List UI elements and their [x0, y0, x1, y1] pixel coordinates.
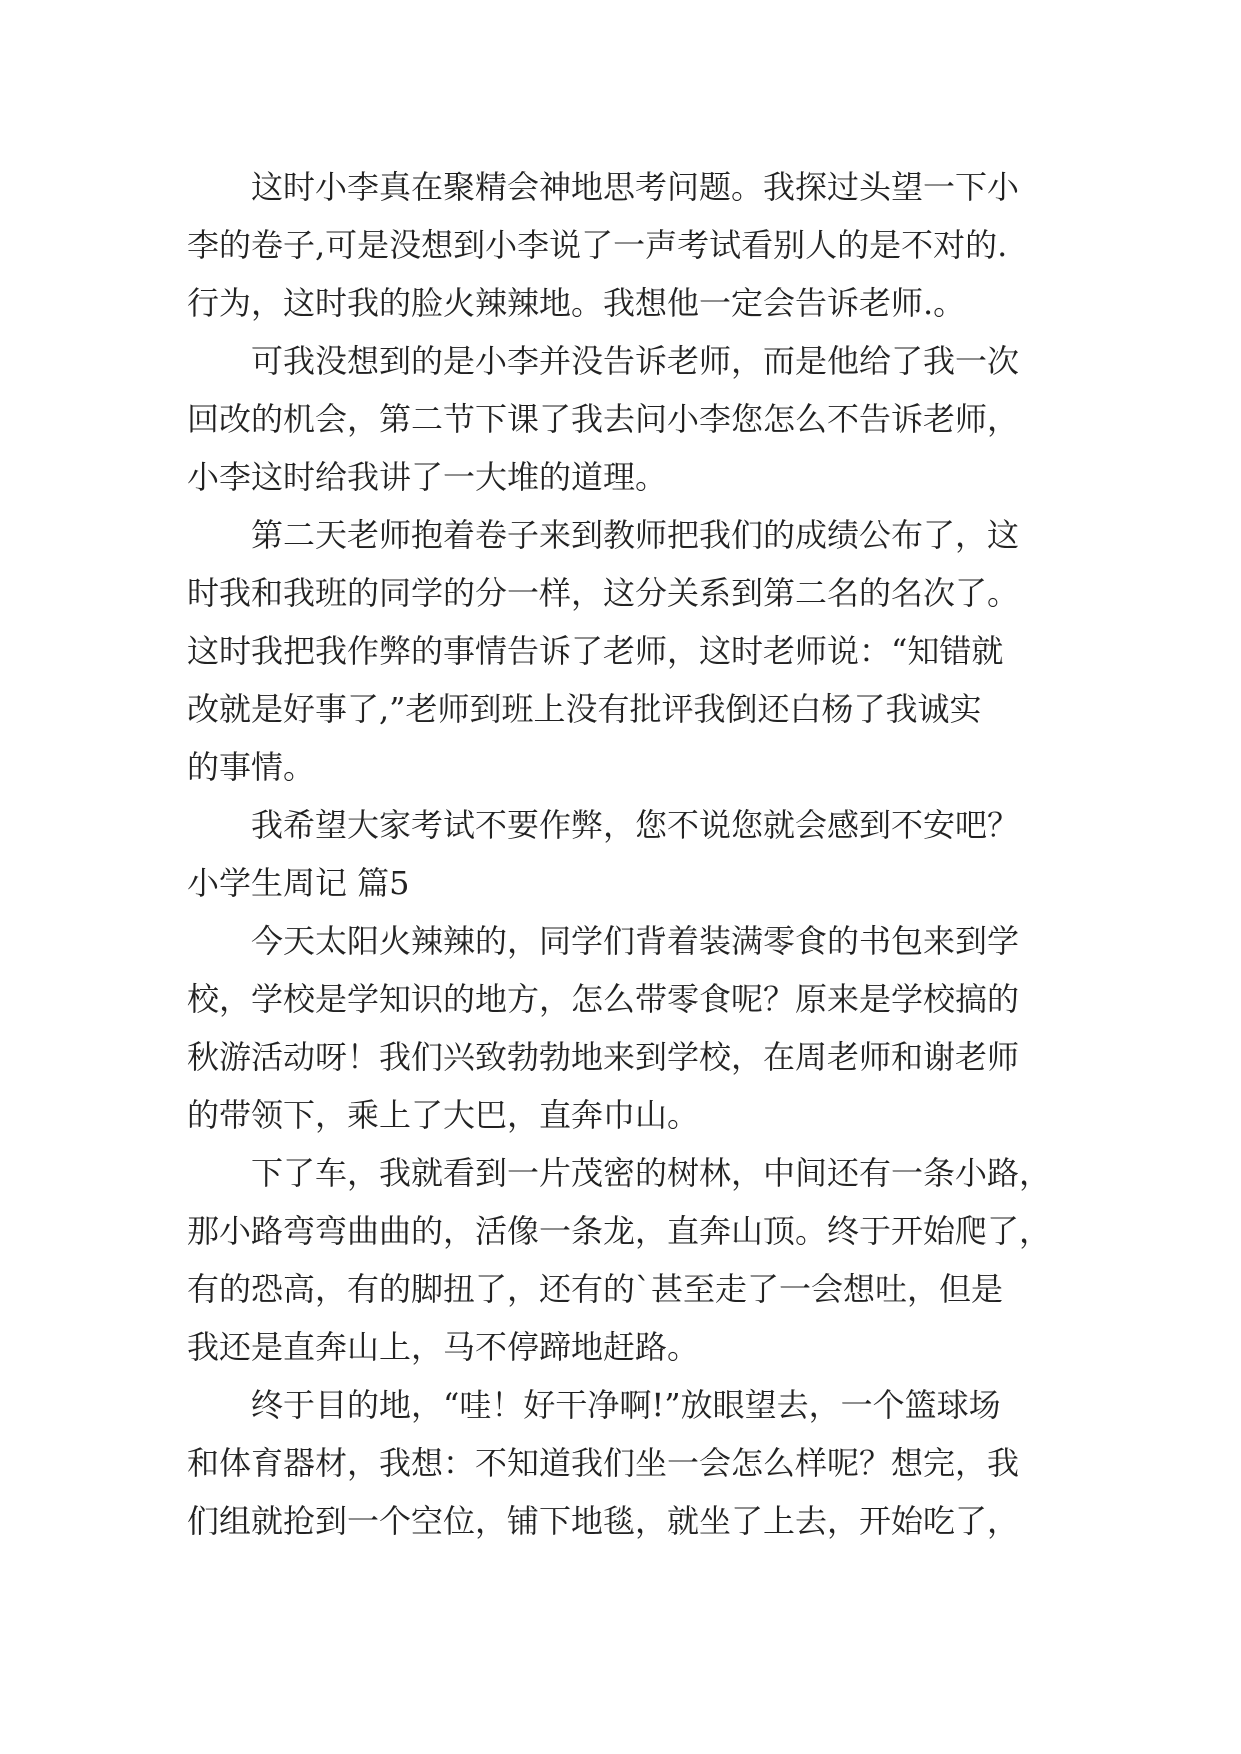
paragraph-line: 第二天老师抱着卷子来到教师把我们的成绩公布了，这: [251, 516, 1020, 554]
paragraph-line: 回改的机会，第二节下课了我去问小李您怎么不告诉老师，: [187, 400, 1020, 438]
paragraph-line: 那小路弯弯曲曲的，活像一条龙，直奔山顶。终于开始爬了，: [187, 1212, 1052, 1250]
paragraph-line: 可我没想到的是小李并没告诉老师，而是他给了我一次: [251, 342, 1020, 380]
paragraph-line: 小李这时给我讲了一大堆的道理。: [187, 458, 668, 496]
paragraph-line: 的带领下，乘上了大巴，直奔巾山。: [187, 1096, 700, 1134]
paragraph-line: 校，学校是学知识的地方，怎么带零食呢？原来是学校搞的: [187, 980, 1020, 1018]
paragraph-line: 秋游活动呀！我们兴致勃勃地来到学校，在周老师和谢老师: [187, 1038, 1020, 1076]
paragraph-line: 有的恐高，有的脚扭了，还有的`甚至走了一会想吐，但是: [187, 1270, 1004, 1308]
paragraph-line: 行为，这时我的脸火辣辣地。我想他一定会告诉老师.。: [187, 284, 966, 322]
paragraph-line: 和体育器材，我想：不知道我们坐一会怎么样呢？想完，我: [187, 1444, 1020, 1482]
paragraph-line: 下了车，我就看到一片茂密的树林，中间还有一条小路，: [251, 1154, 1052, 1192]
paragraph-line: 终于目的地，“哇！好干净啊!”放眼望去，一个篮球场: [251, 1386, 1001, 1424]
paragraph-line: 李的卷子,可是没想到小李说了一声考试看别人的是不对的.: [187, 226, 1008, 264]
paragraph-line: 我还是直奔山上，马不停蹄地赶路。: [187, 1328, 700, 1366]
paragraph-line: 的事情。: [187, 748, 316, 786]
paragraph-line: 这时小李真在聚精会神地思考问题。我探过头望一下小: [251, 168, 1020, 206]
document-body: [187, 158, 1067, 1550]
paragraph-line: 今天太阳火辣辣的，同学们背着装满零食的书包来到学: [251, 922, 1020, 960]
paragraph-line: 这时我把我作弊的事情告诉了老师，这时老师说：“知错就: [187, 632, 1004, 670]
paragraph-line: 我希望大家考试不要作弊，您不说您就会感到不安吧？: [251, 806, 1020, 844]
section-heading: 小学生周记 篇5: [187, 864, 410, 902]
paragraph-line: 改就是好事了,”老师到班上没有批评我倒还白杨了我诚实: [187, 690, 982, 728]
paragraph-line: 们组就抢到一个空位，铺下地毯，就坐了上去，开始吃了，: [187, 1502, 1020, 1540]
paragraph-line: 时我和我班的同学的分一样，这分关系到第二名的名次了。: [187, 574, 1020, 612]
